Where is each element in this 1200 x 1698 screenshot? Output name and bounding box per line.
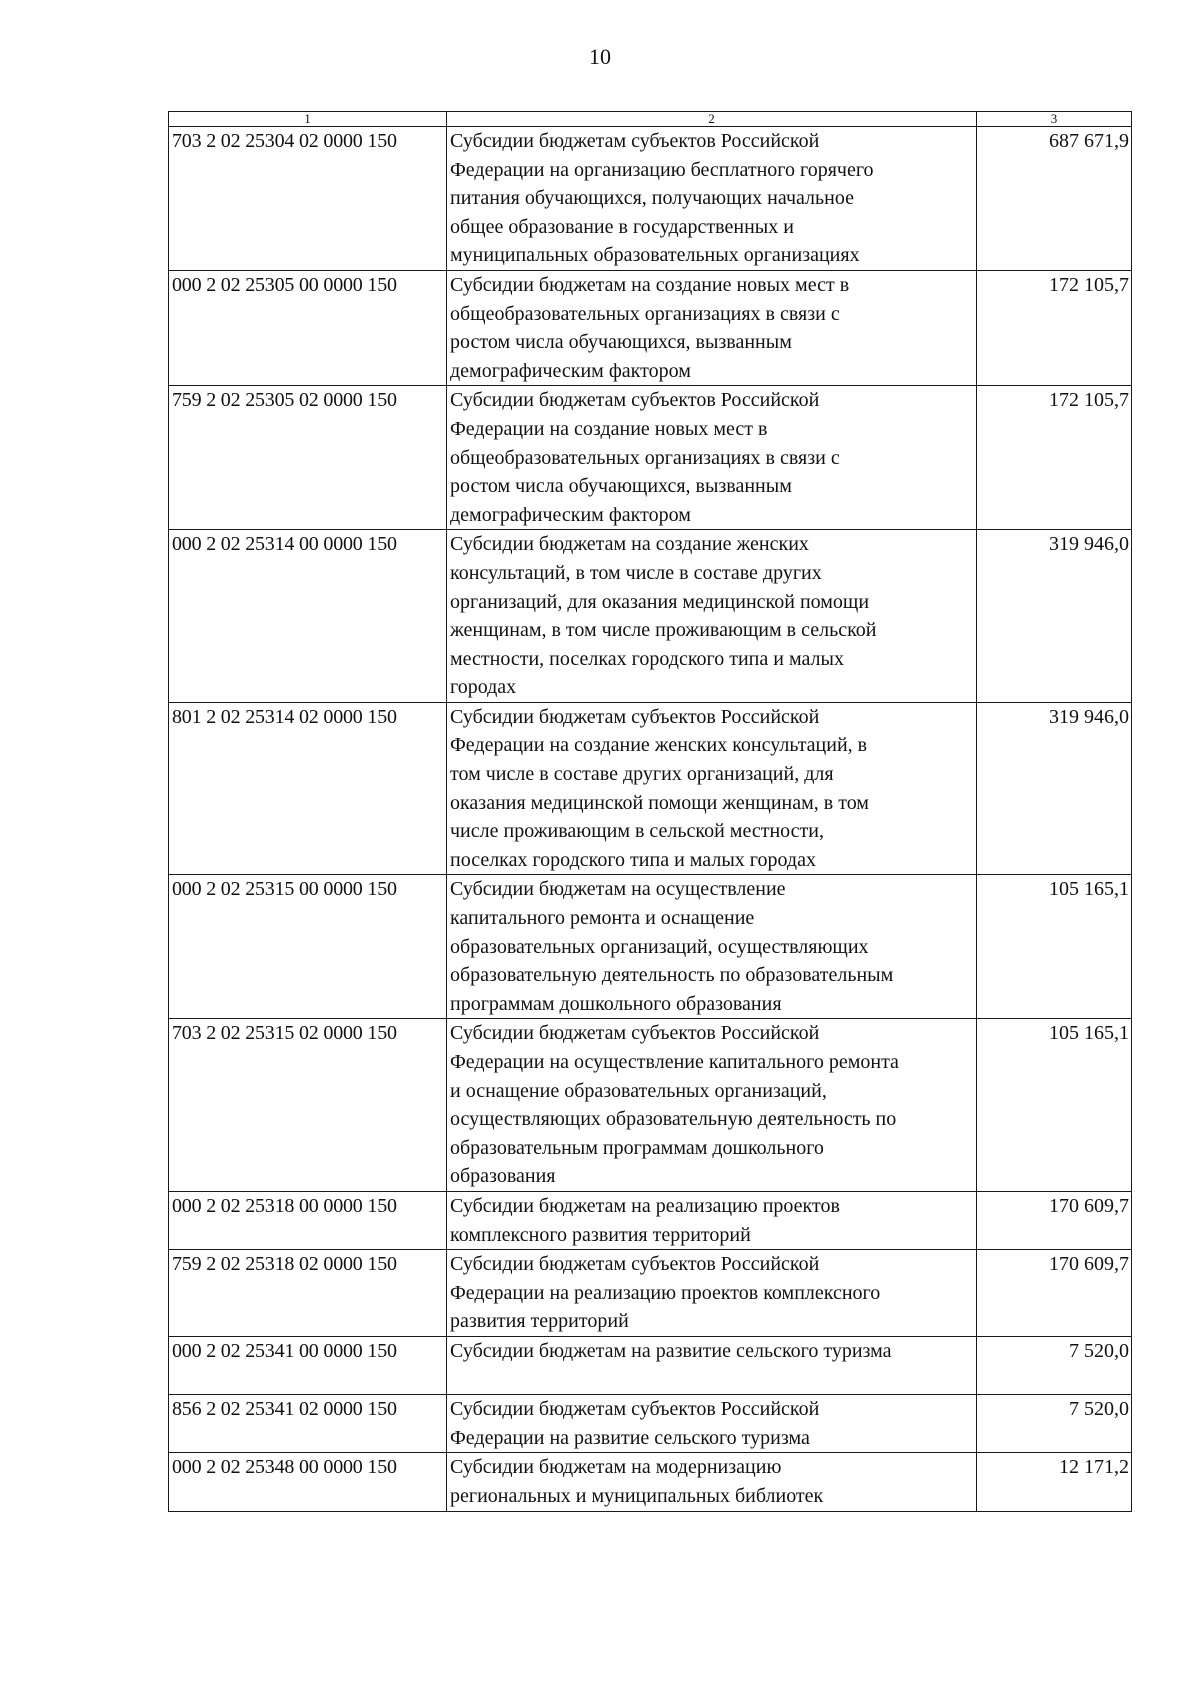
budget-code: 000 2 02 25318 00 0000 150 [169, 1191, 447, 1249]
description-line: Субсидии бюджетам субъектов Российской [450, 1398, 820, 1421]
description-line: общеобразовательных организациях в связи с [450, 446, 840, 469]
description-line: питания обучающихся, получающих начальное [450, 187, 854, 210]
description-line: консультаций, в том числе в составе других [450, 561, 822, 584]
header-row [169, 112, 1132, 127]
budget-code: 000 2 02 25305 00 0000 150 [169, 270, 447, 385]
header-col-3: 3 [977, 112, 1132, 127]
description-line: комплексного развития территорий [450, 1223, 751, 1246]
table-row [169, 270, 1132, 385]
budget-code: 000 2 02 25314 00 0000 150 [169, 530, 447, 703]
budget-code: 759 2 02 25305 02 0000 150 [169, 386, 447, 530]
description-line: Субсидии бюджетам субъектов Российской [450, 1022, 820, 1045]
budget-code: 801 2 02 25314 02 0000 150 [169, 702, 447, 875]
description-line: Субсидии бюджетам субъектов Российской [450, 389, 820, 412]
budget-table [168, 111, 1132, 1512]
description-line: Субсидии бюджетам на развитие сельского туризма [450, 1339, 892, 1362]
amount: 7 520,0 [977, 1336, 1132, 1394]
description [447, 270, 977, 385]
description-line: образовательных организаций, осуществляющих [450, 935, 869, 958]
description-line: образования [450, 1165, 556, 1188]
description-line: муниципальных образовательных организациях [450, 244, 860, 267]
description-line: Субсидии бюджетам субъектов Российской [450, 705, 820, 728]
description-line: Субсидии бюджетам субъектов Российской [450, 130, 820, 152]
amount: 170 609,7 [977, 1250, 1132, 1337]
table-row [169, 875, 1132, 1019]
description-line: Субсидии бюджетам на создание женских [450, 533, 809, 556]
amount: 172 105,7 [977, 270, 1132, 385]
description-line: ростом числа обучающихся, вызванным [450, 331, 792, 354]
table-row [169, 1453, 1132, 1511]
header-col-1: 1 [169, 112, 447, 127]
description-line: развития территорий [450, 1310, 629, 1333]
description [447, 702, 977, 875]
description-line: Субсидии бюджетам на реализацию проектов [450, 1194, 840, 1217]
amount: 7 520,0 [977, 1395, 1132, 1453]
amount: 172 105,7 [977, 386, 1132, 530]
description-line: женщинам, в том числе проживающим в сельской [450, 619, 877, 642]
budget-code: 000 2 02 25315 00 0000 150 [169, 875, 447, 1019]
table-row [169, 1395, 1132, 1453]
amount: 319 946,0 [977, 530, 1132, 703]
amount: 105 165,1 [977, 1019, 1132, 1192]
table-row [169, 1250, 1132, 1337]
description [447, 1019, 977, 1192]
description [447, 386, 977, 530]
description-line: программам дошкольного образования [450, 992, 782, 1015]
description-line: образовательным программам дошкольного [450, 1136, 824, 1159]
description-line: Субсидии бюджетам субъектов Российской [450, 1253, 820, 1276]
description-line: капитального ремонта и оснащение [450, 907, 755, 930]
table-row [169, 127, 1132, 271]
description-line: организаций, для оказания медицинской помощи [450, 590, 870, 613]
description-line: местности, поселках городского типа и малых [450, 647, 844, 670]
description-line: общеобразовательных организациях в связи с [450, 302, 840, 325]
description [447, 1395, 977, 1453]
description [447, 530, 977, 703]
table-row [169, 702, 1132, 875]
budget-code: 703 2 02 25304 02 0000 150 [169, 127, 447, 271]
description-line: ростом числа обучающихся, вызванным [450, 475, 792, 498]
description [447, 1191, 977, 1249]
description-line: Федерации на реализацию проектов комплексного [450, 1281, 881, 1304]
description-line: оказания медицинской помощи женщинам, в том [450, 791, 869, 814]
budget-code: 856 2 02 25341 02 0000 150 [169, 1395, 447, 1453]
table-row [169, 386, 1132, 530]
description-line: и оснащение образовательных организаций, [450, 1079, 827, 1102]
description-line: Федерации на создание новых мест в [450, 417, 768, 440]
amount: 687 671,9 [977, 127, 1132, 271]
description-line [450, 1366, 974, 1395]
budget-code: 000 2 02 25341 00 0000 150 [169, 1336, 447, 1394]
budget-code: 759 2 02 25318 02 0000 150 [169, 1250, 447, 1337]
table-row [169, 1191, 1132, 1249]
description-line: демографическим фактором [450, 503, 691, 526]
description-line: Федерации на осуществление капитального ремонта [450, 1051, 899, 1073]
description-line: общее образование в государственных и [450, 215, 794, 238]
description [447, 875, 977, 1019]
table-row [169, 530, 1132, 703]
description-line: Субсидии бюджетам на создание новых мест в [450, 273, 850, 296]
amount: 12 171,2 [977, 1453, 1132, 1511]
description [447, 1336, 977, 1394]
description-line: поселках городского типа и малых городах [450, 848, 816, 871]
description-line: том числе в составе других организаций, для [450, 763, 834, 786]
description-line: региональных и муниципальных библиотек [450, 1484, 824, 1507]
amount: 170 609,7 [977, 1191, 1132, 1249]
page-number: 10 [589, 44, 611, 69]
budget-code: 703 2 02 25315 02 0000 150 [169, 1019, 447, 1192]
description-line: Федерации на создание женских консультаций, в [450, 734, 868, 757]
description-line: Субсидии бюджетам на осуществление [450, 878, 786, 901]
header-col-2: 2 [447, 112, 977, 127]
amount: 105 165,1 [977, 875, 1132, 1019]
description-line: Федерации на организацию бесплатного горячего [450, 158, 874, 181]
description [447, 127, 977, 271]
description-line: образовательную деятельность по образовательным [450, 964, 894, 987]
table-row [169, 1019, 1132, 1192]
budget-code: 000 2 02 25348 00 0000 150 [169, 1453, 447, 1511]
description-line: Федерации на развитие сельского туризма [450, 1426, 810, 1449]
description [447, 1453, 977, 1511]
description-line: осуществляющих образовательную деятельность по [450, 1108, 897, 1131]
table-row [169, 1336, 1132, 1394]
description [447, 1250, 977, 1337]
description-line: городах [450, 676, 517, 699]
table-body [169, 127, 1132, 1512]
description-line: числе проживающим в сельской местности, [450, 820, 824, 843]
description-line: демографическим фактором [450, 359, 691, 382]
amount: 319 946,0 [977, 702, 1132, 875]
description-line: Субсидии бюджетам на модернизацию [450, 1456, 782, 1479]
